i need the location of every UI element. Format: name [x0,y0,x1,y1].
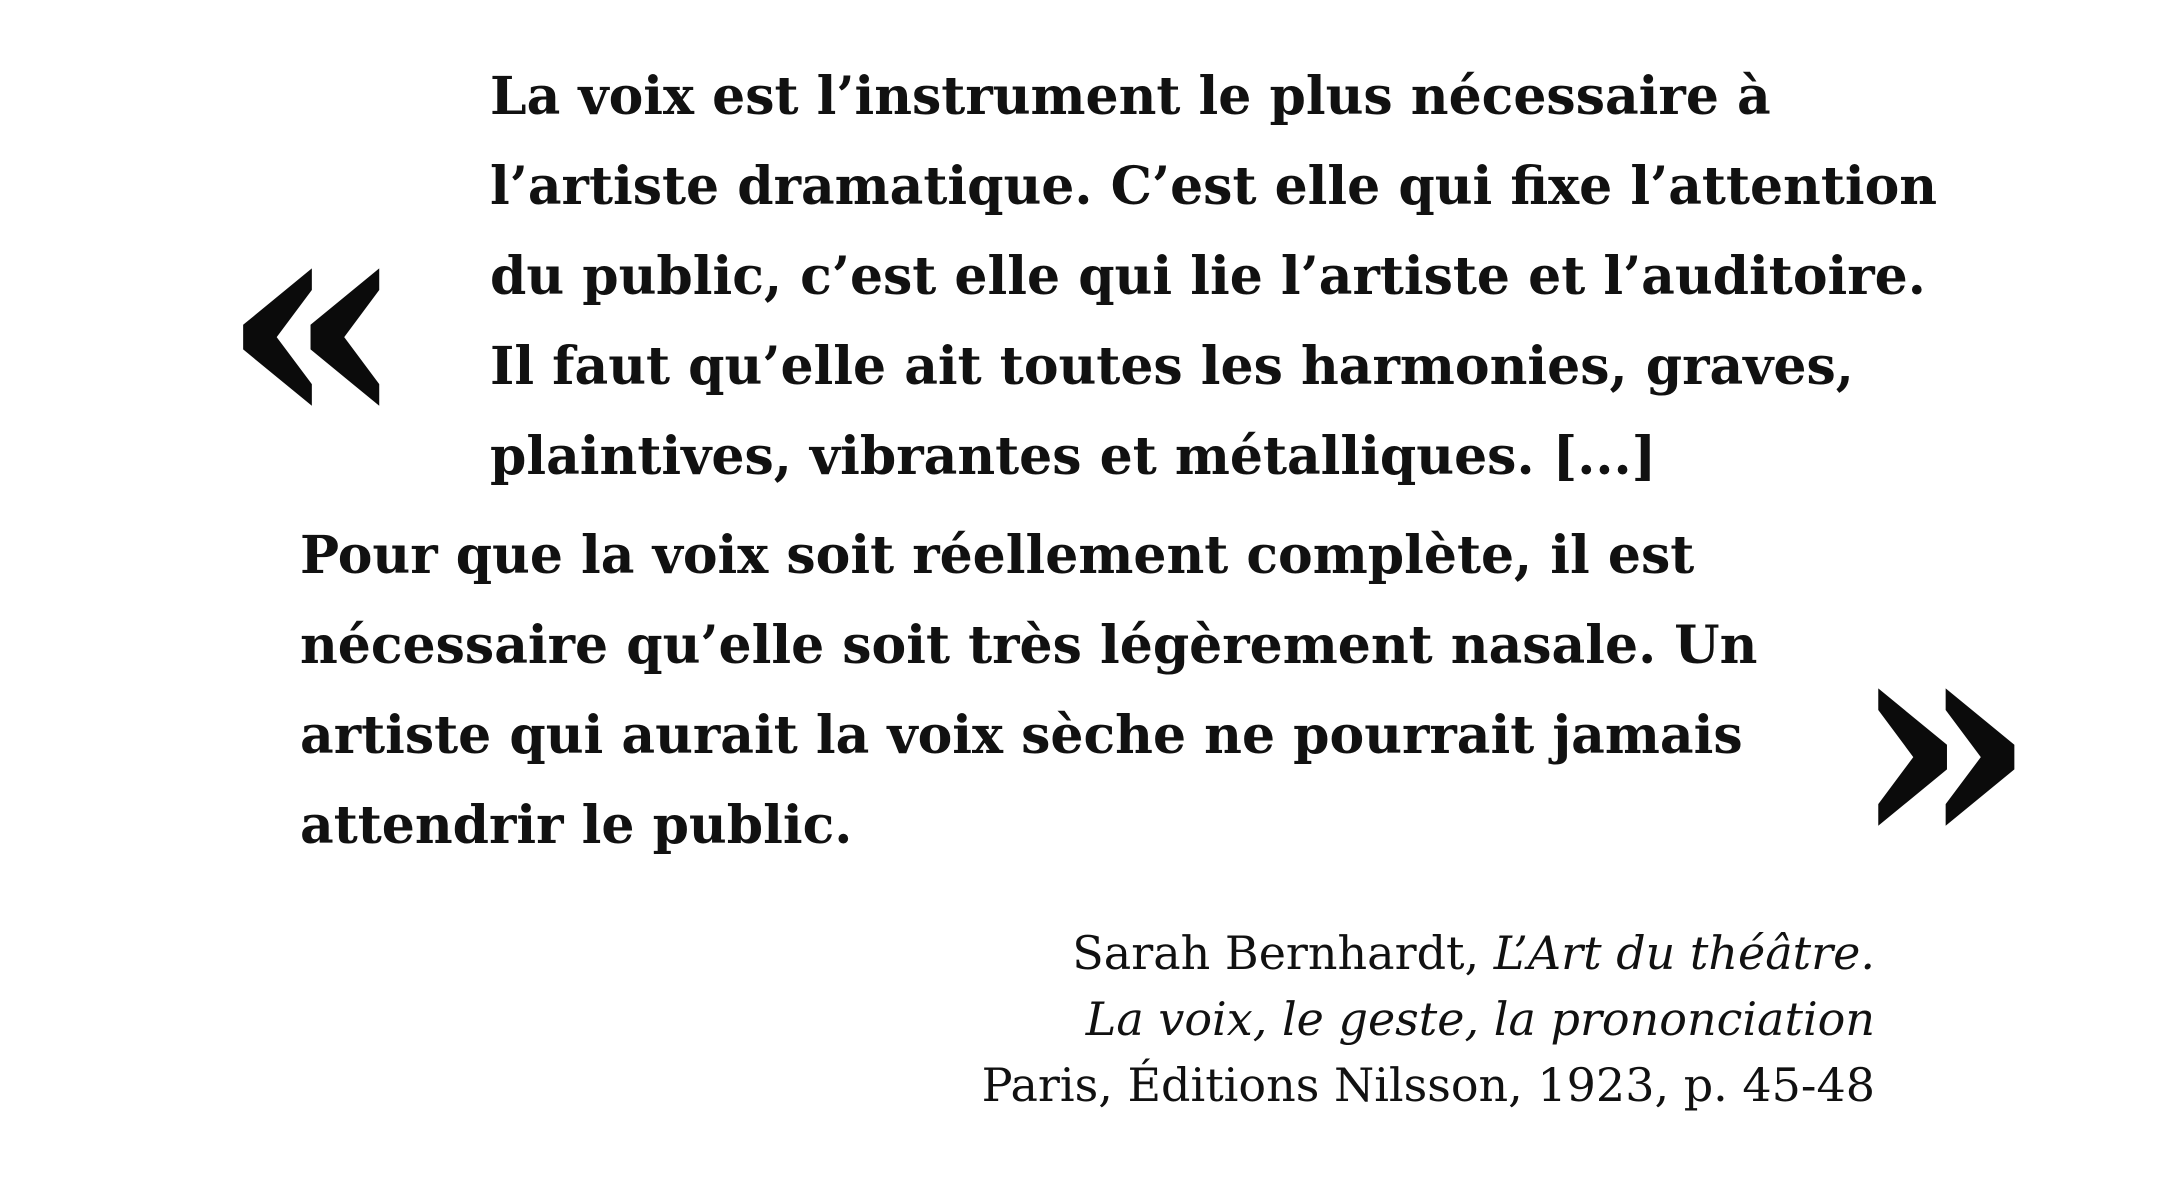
citation-publisher: Paris, Éditions Nilsson, 1923, p. 45-48 [981,1058,1875,1112]
citation-line-1 [982,920,1875,986]
quote-line: Pour que la voix soit réellement complète, il est [300,525,1695,586]
quote-paragraph-2 [300,511,1757,871]
quote-line: l’artiste dramatique. C’est elle qui fixe l’attention [490,156,1938,217]
quote-line: artiste qui aurait la voix sèche ne pourrait jamais [300,705,1743,766]
quote-line: attendrir le public. [300,795,853,856]
quote-line: nécessaire qu’elle soit très légèrement nasale. Un [300,615,1758,676]
citation-subtitle: La voix, le geste, la prononciation [1085,992,1875,1046]
quote-line: La voix est l’instrument le plus nécessaire à [490,66,1771,127]
opening-quote-mark: « [220,143,408,496]
citation [982,920,1875,1118]
quote-paragraph-1 [490,52,1937,502]
citation-title: L’Art du théâtre. [1493,926,1875,980]
quote-line: plaintives, vibrantes et métalliques. [...] [490,426,1657,487]
quote-line: Il faut qu’elle ait toutes les harmonies, graves, [490,336,1854,397]
quote-line: du public, c’est elle qui lie l’artiste et l’auditoire. [490,246,1926,307]
closing-quote-mark: » [1850,563,2038,916]
citation-author: Sarah Bernhardt, [1072,926,1480,980]
